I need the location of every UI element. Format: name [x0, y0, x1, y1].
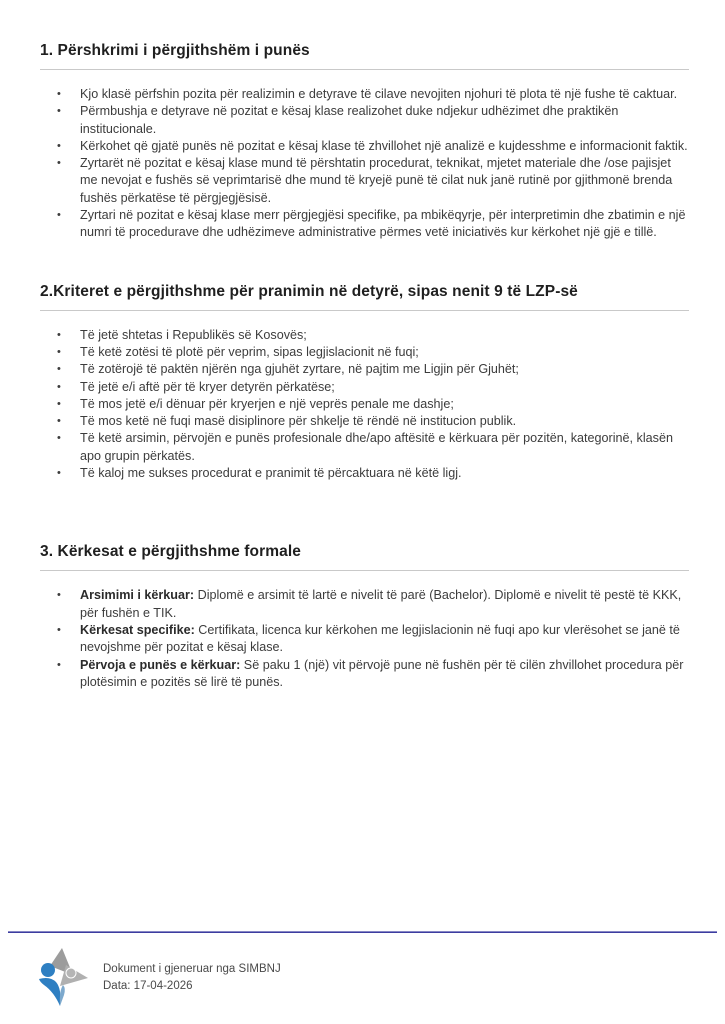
bullet-item — [57, 86, 689, 103]
bullet-text: Së paku 1 (një) vit përvojë pune në fushën për të cilën zhvillohet procedura për plotësimin e pozitës së lirë të punës. — [80, 657, 684, 689]
section-kerkesat — [40, 543, 689, 691]
bullet-item — [57, 622, 689, 657]
bullet-text: Diplomë e arsimit të lartë e nivelit të parë (Bachelor). Diplomë e nivelit të pestë të KKK, për fushën e TIK. — [80, 588, 682, 620]
bullet-item — [57, 361, 689, 378]
bullet-text: Certifikata, licenca kur kërkohen me legjislacionin në fuqi apo kur vlerësohet se janë të nevojshme për pozitat e kësaj klase. — [80, 622, 680, 655]
bullet-label: Kërkesat specifike: — [80, 622, 195, 637]
section-2-bullet-list — [40, 327, 689, 483]
bullet-label: Arsimimi i kërkuar: — [80, 588, 195, 603]
bullet-item — [57, 430, 689, 465]
bullet-text: Të zotërojë të paktën njërën nga gjuhët zyrtare, në pajtim me Ligjin për Gjuhët; — [80, 362, 519, 377]
bullet-item — [57, 327, 689, 344]
bullet-text: Zyrtari në pozitat e kësaj klase merr përgjegjësi specifike, pa mbikëqyrje, për interpretimin dhe zbatimin e një numri të procedurave dhe udhëzimeve administrative përmes vetë iniciativës kur kërkohet një gjë e tillë. — [80, 208, 686, 240]
simbnj-logo-icon — [35, 947, 89, 1007]
bullet-text: Përmbushja e detyrave në pozitat e kësaj klase realizohet duke ndjekur udhëzimet dhe praktikën institucionale. — [80, 104, 619, 136]
bullet-item — [57, 465, 689, 482]
bullet-text: Të ketë zotësi të plotë për veprim, sipas legjislacionit në fuqi; — [80, 344, 419, 359]
section-3-title: 3. Kërkesat e përgjithshme formale — [40, 543, 689, 571]
bullet-item — [57, 344, 689, 361]
footer-separator-line — [8, 931, 717, 933]
bullet-item — [57, 207, 689, 242]
bullet-label: Përvoja e punës e kërkuar: — [80, 657, 241, 672]
bullet-text: Të jetë shtetas i Republikës së Kosovës; — [80, 327, 307, 342]
section-3-bullet-list — [40, 587, 689, 691]
section-1-bullet-list — [40, 86, 689, 242]
bullet-text: Të jetë e/i aftë për të kryer detyrën përkatëse; — [80, 379, 335, 394]
bullet-item — [57, 587, 689, 622]
bullet-item — [57, 396, 689, 413]
section-2-title: 2.Kriteret e përgjithshme për pranimin në detyrë, sipas nenit 9 të LZP-së — [40, 283, 689, 311]
bullet-item — [57, 138, 689, 155]
bullet-text: Kërkohet që gjatë punës në pozitat e kësaj klase të zhvillohet një analizë e kujdesshme e informacionit faktik. — [80, 138, 688, 153]
bullet-text: Kjo klasë përfshin pozita për realizimin e detyrave të cilave nevojiten njohuri të plota të një fushe të caktuar. — [80, 87, 678, 101]
footer — [35, 947, 281, 1007]
footer-text-block — [103, 947, 281, 995]
bullet-item — [57, 155, 689, 207]
section-kriteret — [40, 283, 689, 483]
footer-generated-by: Dokument i gjeneruar nga SIMBNJ — [103, 963, 281, 975]
bullet-item — [57, 103, 689, 138]
bullet-text: Të mos ketë në fuqi masë disiplinore për shkelje të rëndë në institucion publik. — [80, 414, 517, 429]
bullet-item — [57, 657, 689, 692]
section-1-title: 1. Përshkrimi i përgjithshëm i punës — [40, 42, 689, 70]
bullet-text: Zyrtarët në pozitat e kësaj klase mund të përshtatin procedurat, teknikat, mjetet materiale dhe /ose pajisjet me nevojat e fushës së veprimtarisë dhe mund të kryejë punë të cilat nuk janë rutinë por gjithmonë brenda fushës përkatëse të përgjegjësisë. — [80, 156, 673, 205]
bullet-item — [57, 379, 689, 396]
section-pershkrimi — [40, 42, 689, 242]
bullet-text: Të kaloj me sukses procedurat e pranimit të përcaktuara në këtë ligj. — [80, 466, 462, 481]
footer-date: Data: 17-04-2026 — [103, 980, 193, 992]
bullet-text: Të mos jetë e/i dënuar për kryerjen e një veprës penale me dashje; — [80, 396, 454, 411]
bullet-item — [57, 413, 689, 430]
bullet-text: Të ketë arsimin, përvojën e punës profesionale dhe/apo aftësitë e kërkuara për pozitën, kategorinë, klasën apo grupin përkatës. — [80, 431, 673, 463]
